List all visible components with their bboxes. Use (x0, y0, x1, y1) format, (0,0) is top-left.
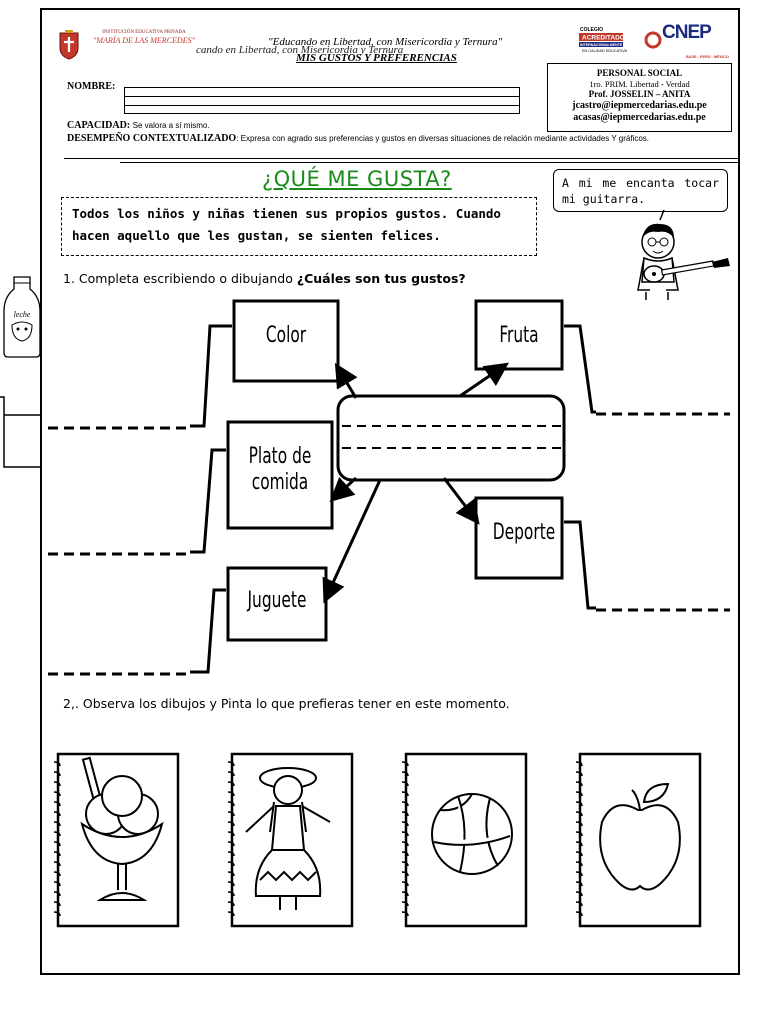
center-answer-box[interactable] (338, 396, 564, 480)
name-field[interactable] (124, 87, 520, 114)
header-divider (64, 158, 740, 159)
teacher-email-2: acasas@iepmercedarias.edu.pe (573, 111, 706, 123)
teacher-email-1: jcastro@iepmercedarias.edu.pe (572, 99, 707, 111)
course-info-box (547, 63, 732, 132)
beach-ball-icon (432, 794, 512, 874)
arrow-to-color (338, 368, 356, 398)
course-area: PERSONAL SOCIAL (596, 68, 683, 78)
header-divider-2 (120, 162, 740, 163)
bottle-label: leche (13, 310, 31, 319)
question-1: 1. Completa escribiendo o dibujando ¿Cuáles son tus gustos? (63, 271, 466, 286)
intro-text-box: Todos los niños y niñas tienen sus propios gustos. Cuando hacen aquello que les gustan, se sienten felices. (61, 197, 537, 256)
boy-with-guitar-illustration (624, 210, 734, 300)
accreditation-line-2: ACREDITADO (582, 34, 625, 42)
label-color: Color (265, 323, 307, 348)
label-juguete: Juguete (247, 588, 307, 613)
accreditation-line-3: INTERNACIONALMENTE (580, 43, 623, 47)
course-teacher: Prof. JOSSELIN – ANITA (588, 88, 691, 99)
speech-bubble: A mi me encanta tocar mi guitarra. (553, 169, 728, 212)
ice-cream-card[interactable] (52, 750, 182, 930)
preferences-mind-map (44, 298, 734, 688)
ball-card[interactable] (400, 750, 530, 930)
arrow-to-plato (334, 478, 356, 498)
performance-description: DESEMPEÑO CONTEXTUALIZADO: Expresa con agrado sus preferencias y gustos en diversas situaciones de relación mediante actividades Y gráficos. (67, 133, 650, 144)
accreditation-line-4: EN CALIDAD EDUCATIVA (582, 49, 628, 53)
label-fruta: Fruta (499, 323, 539, 348)
cnep-logo-text: CNEP (662, 22, 711, 43)
page-title: MIS GUSTOS Y PREFERENCIAS (296, 52, 457, 64)
arrow-to-deporte (444, 478, 476, 520)
main-heading: ¿QUÉ ME GUSTA? (262, 167, 452, 191)
school-name: INSTITUCIÓN EDUCATIVA PRIVADA "MARÍA DE LAS MERCEDES" (93, 30, 195, 46)
course-grade: 1ro. PRIM. Libertad - Verdad (589, 78, 690, 89)
apple-card[interactable] (574, 750, 704, 930)
name-label: NOMBRE: (67, 81, 116, 92)
girl-card[interactable] (226, 750, 356, 930)
capacity-line: CAPACIDAD: Se valora a sí mismo. (67, 120, 210, 131)
school-crest-icon (58, 30, 80, 60)
question-2: 2,. Observa los dibujos y Pinta lo que prefieras tener en este momento. (63, 696, 510, 711)
label-plato: Plato de comida (248, 444, 312, 496)
motto-ghost-text: cando en Libertad, con Misericordia y Ternura (196, 44, 404, 56)
margin-bracket (0, 395, 44, 470)
cnep-sub: BASE - PERÚ - MÉXICO (686, 55, 729, 59)
label-deporte: Deporte (492, 520, 556, 545)
milk-bottle-illustration (0, 275, 44, 359)
school-motto: "Educando en Libertad, con Misericordia y Ternura" (268, 36, 503, 48)
accreditation-line-1: COLEGIO (580, 27, 604, 33)
